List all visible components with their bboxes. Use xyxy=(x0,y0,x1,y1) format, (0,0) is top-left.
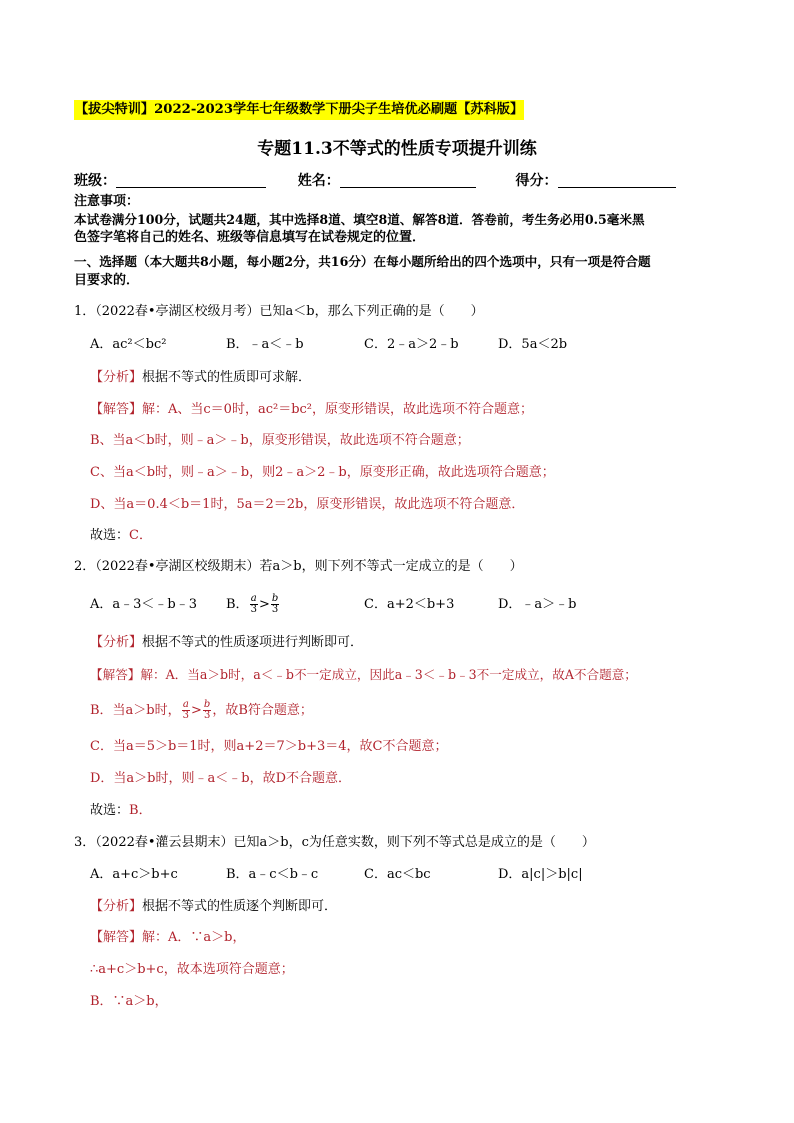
q3-option-d: D．a|c|＞b|c| xyxy=(498,867,583,882)
answer-tag: 【解答】 xyxy=(90,930,143,945)
q2-answer-a xyxy=(90,666,637,684)
q1-answer-c: C、当a＜b时，则﹣a＞﹣b，则2﹣a＞2﹣b，原变形正确，故此选项符合题意； xyxy=(90,465,555,480)
q2-analysis xyxy=(90,634,363,652)
score-blank[interactable] xyxy=(558,174,676,188)
fraction-a-over-3: $\frac{a}{3}$ xyxy=(250,593,257,615)
answer-b-prefix: B．当a＞b时， xyxy=(90,703,181,718)
analysis-text: 根据不等式的性质逐个判断即可． xyxy=(142,899,338,914)
fraction-b-over-3: $\frac{b}{3}$ xyxy=(271,593,279,615)
q3-answer-b: B．∵a＞b， xyxy=(90,994,168,1009)
analysis-tag: 【分析】 xyxy=(90,635,143,650)
answer-b-suffix: ，故B符合题意； xyxy=(212,703,313,718)
fraction-b-over-3: $\frac{b}{3}$ xyxy=(203,699,211,721)
q2-option-d: D．﹣a＞﹣b xyxy=(498,597,577,612)
analysis-tag: 【分析】 xyxy=(90,370,143,385)
page-title: 专题11.3不等式的性质专项提升训练 xyxy=(257,139,537,159)
notes-line-2: 色签字笔将自己的姓名、班级等信息填写在试卷规定的位置． xyxy=(74,230,426,245)
name-blank[interactable] xyxy=(340,174,476,188)
q1-stem: 1．（2022春•亭湖区校级月考）已知a＜b，那么下列正确的是（ ） xyxy=(74,304,484,319)
choice-value: B． xyxy=(129,803,152,818)
q3-analysis xyxy=(90,898,337,916)
q1-answer-d: D、当a＝0.4＜b＝1时，5a＝2＝2b，原变形错误，故此选项不符合题意． xyxy=(90,497,525,512)
choice-label: 故选： xyxy=(90,528,130,543)
analysis-text: 根据不等式的性质逐项进行判断即可． xyxy=(142,635,364,650)
q3-option-a: A．a+c＞b+c xyxy=(90,867,178,882)
q1-option-a: A．ac²＜bc² xyxy=(90,337,167,352)
class-label: 班级： xyxy=(74,173,116,189)
choice-value: C． xyxy=(129,528,152,543)
q2-option-c: C．a+2＜b+3 xyxy=(364,597,455,612)
q1-choice xyxy=(90,527,152,545)
option-b-prefix: B． xyxy=(226,597,249,612)
q3-option-b: B．a﹣c＜b﹣c xyxy=(226,867,319,882)
info-fields xyxy=(74,172,676,190)
analysis-text: 根据不等式的性质即可求解． xyxy=(142,370,312,385)
answer-text: 解：A．∵a＞b， xyxy=(142,930,246,945)
choice-label: 故选： xyxy=(90,803,130,818)
q2-answer-c: C．当a＝5＞b＝1时，则a+2＝7＞b+3＝4，故C不合题意； xyxy=(90,739,448,754)
q1-option-c: C．2﹣a＞2﹣b xyxy=(364,337,459,352)
q2-option-a: A．a﹣3＜﹣b﹣3 xyxy=(90,597,198,612)
section-line-1: 一、选择题（本大题共8小题，每小题2分，共16分）在每小题所给出的四个选项中，只有一项是符合题 xyxy=(74,254,651,269)
class-blank[interactable] xyxy=(116,174,266,188)
q2-answer-b: B．当a＞b时， $\frac{a}{3}$ > $\frac{b}{3}$ ，故B符合题意； xyxy=(90,699,313,721)
q1-option-d: D．5a＜2b xyxy=(498,337,568,352)
q3-stem: 3．（2022春•灌云县期末）已知a＞b，c为任意实数，则下列不等式总是成立的是（ ） xyxy=(74,835,595,850)
score-label: 得分： xyxy=(515,173,558,189)
q1-option-b: B．﹣a＜﹣b xyxy=(226,337,304,352)
section-line-2: 目要求的． xyxy=(74,273,140,288)
q3-option-c: C．ac＜bc xyxy=(364,867,431,882)
q2-answer-d: D．当a＞b时，则﹣a＜﹣b，故D不合题意． xyxy=(90,771,351,786)
q2-option-b: B． $\frac{a}{3}$ > $\frac{b}{3}$ xyxy=(226,593,279,615)
notes-heading: 注意事项： xyxy=(74,194,140,209)
q1-answer-b: B、当a＜b时，则﹣a＞﹣b，原变形错误，故此选项不符合题意； xyxy=(90,433,470,448)
q1-analysis xyxy=(90,369,311,387)
q3-answer-a xyxy=(90,929,245,947)
series-banner: 【拔尖特训】2022-2023学年七年级数学下册尖子生培优必刷题【苏科版】 xyxy=(74,100,524,120)
q1-answer-a xyxy=(90,401,533,419)
answer-tag: 【解答】 xyxy=(90,402,143,417)
answer-text: 解：A、当c＝0时，ac²＝bc²，原变形错误，故此选项不符合题意； xyxy=(142,402,534,417)
name-label: 姓名： xyxy=(297,173,340,189)
q2-stem: 2．（2022春•亭湖区校级期末）若a＞b，则下列不等式一定成立的是（ ） xyxy=(74,559,523,574)
q2-choice xyxy=(90,802,152,820)
answer-text: 解：A．当a＞b时，a＜﹣b不一定成立，因此a﹣3＜﹣b﹣3不一定成立，故A不合题意； xyxy=(140,667,637,682)
analysis-tag: 【分析】 xyxy=(90,899,143,914)
q3-answer-a2: ∴a+c＞b+c，故本选项符合题意； xyxy=(90,962,294,977)
fraction-a-over-3: $\frac{a}{3}$ xyxy=(182,699,190,721)
notes-line-1: 本试卷满分100分，试题共24题，其中选择8道、填空8道、解答8道．答卷前，考生务必用0.5毫米黑 xyxy=(74,212,645,227)
answer-tag: 【解答】 xyxy=(90,667,141,682)
